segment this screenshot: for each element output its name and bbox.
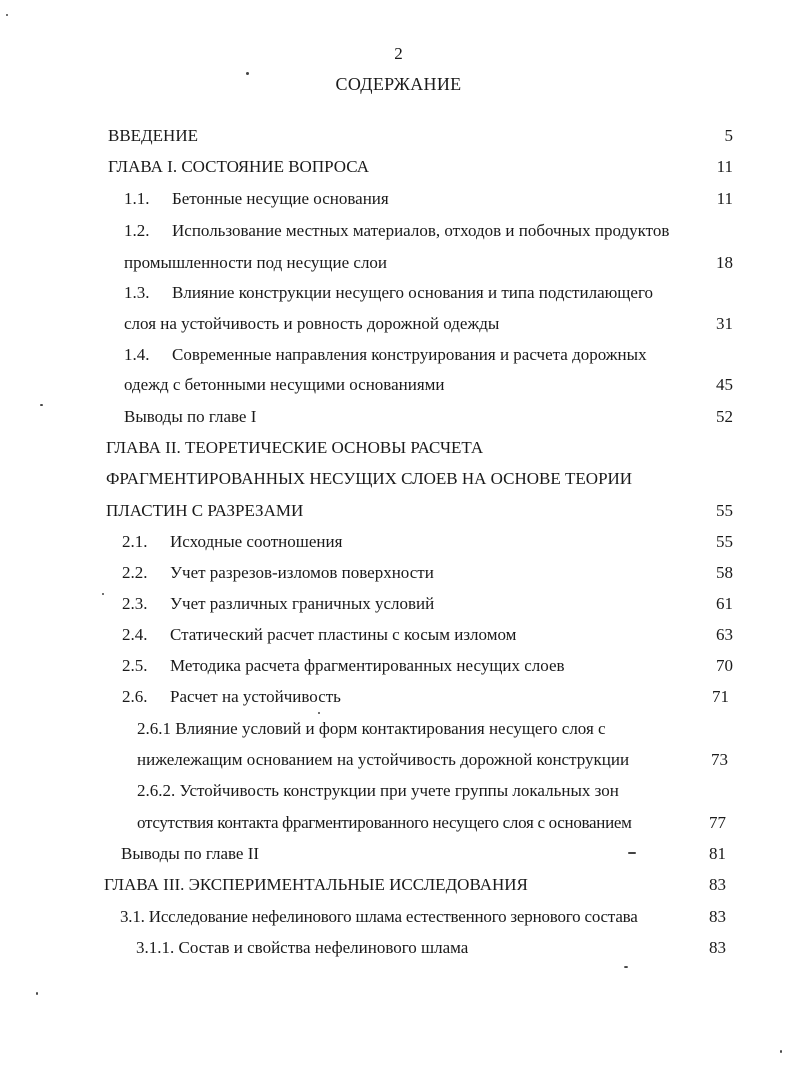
toc-entry-section-2-3	[122, 593, 434, 615]
toc-entry-continuation: ФРАГМЕНТИРОВАННЫХ НЕСУЩИХ СЛОЕВ НА ОСНОВЕ ТЕОРИИ	[106, 469, 633, 488]
toc-page-number: 70	[716, 656, 733, 675]
section-title: Использование местных материалов, отходов и побочных продуктов	[172, 221, 670, 240]
toc-entry-chapter-2: ГЛАВА II. ТЕОРЕТИЧЕСКИЕ ОСНОВЫ РАСЧЕТА	[106, 438, 484, 457]
toc-page-number: 83	[709, 907, 726, 926]
section-number: 2.4.	[122, 625, 148, 644]
toc-entry-continuation: промышленности под несущие слои	[124, 253, 388, 272]
toc-page-number: 52	[716, 407, 733, 426]
toc-page-number: 83	[709, 938, 726, 957]
section-title: Методика расчета фрагментированных несущих слоев	[170, 656, 565, 675]
toc-page-number: 77	[709, 813, 726, 832]
scan-speck	[246, 72, 249, 75]
toc-entry-section-2-6-1: 2.6.1 Влияние условий и форм контактирования несущего слоя с	[137, 719, 606, 738]
section-title: Расчет на устойчивость	[170, 687, 341, 706]
section-number: 1.3.	[124, 283, 150, 302]
toc-entry-section-2-6	[122, 686, 341, 708]
section-title: Бетонные несущие основания	[172, 189, 389, 208]
toc-entry-chapter-1: ГЛАВА I. СОСТОЯНИЕ ВОПРОСА	[108, 157, 370, 176]
toc-entry-chapter-3: ГЛАВА III. ЭКСПЕРИМЕНТАЛЬНЫЕ ИССЛЕДОВАНИЯ	[104, 875, 528, 894]
toc-page-number: 58	[716, 563, 733, 582]
toc-page-number: 61	[716, 594, 733, 613]
toc-entry-conclusions-2: Выводы по главе II	[121, 844, 260, 863]
toc-entry-continuation: отсутствия контакта фрагментированного несущего слоя с основанием	[137, 813, 632, 832]
scan-speck	[780, 1050, 782, 1053]
toc-page-number: 11	[716, 157, 733, 176]
toc-page-number: 18	[716, 253, 733, 272]
toc-entry-section-2-5	[122, 655, 565, 677]
scan-speck	[318, 712, 320, 714]
section-number: 2.3.	[122, 594, 148, 613]
toc-entry-section-2-6-2: 2.6.2. Устойчивость конструкции при учете группы локальных зон	[137, 781, 619, 800]
scan-speck	[628, 852, 636, 854]
toc-entry-section-2-2	[122, 562, 434, 584]
scan-speck	[40, 404, 43, 406]
page-number: 2	[394, 44, 403, 63]
section-title: Статический расчет пластины с косым изломом	[170, 625, 517, 644]
toc-entry-conclusions-1: Выводы по главе I	[124, 407, 257, 426]
toc-entry-section-3-1-1: 3.1.1. Состав и свойства нефелинового шлама	[136, 938, 469, 957]
toc-entry-section-1-4	[124, 344, 647, 366]
toc-page-number: 11	[716, 189, 733, 208]
toc-page-number: 83	[709, 875, 726, 894]
toc-page-number: 55	[716, 532, 733, 551]
toc-page-number: 63	[716, 625, 733, 644]
scan-speck	[6, 14, 8, 16]
page-title: СОДЕРЖАНИЕ	[335, 74, 462, 94]
section-number: 1.1.	[124, 189, 150, 208]
scan-speck	[102, 593, 104, 595]
toc-entry-continuation: ПЛАСТИН С РАЗРЕЗАМИ	[106, 501, 304, 520]
toc-page-number: 73	[711, 750, 728, 769]
toc-entry-introduction: ВВЕДЕНИЕ	[108, 126, 198, 145]
scan-speck	[36, 992, 38, 995]
section-title: Учет разрезов-изломов поверхности	[170, 563, 434, 582]
section-title: Исходные соотношения	[170, 532, 343, 551]
toc-entry-section-2-4	[122, 624, 516, 646]
toc-page-number: 71	[712, 687, 729, 706]
toc-page-number: 45	[716, 375, 733, 394]
section-number: 1.2.	[124, 221, 150, 240]
section-title: Современные направления конструирования и расчета дорожных	[172, 345, 647, 364]
toc-entry-continuation: нижележащим основанием на устойчивость дорожной конструкции	[137, 750, 630, 769]
scan-speck	[624, 966, 628, 968]
section-number: 2.2.	[122, 563, 148, 582]
toc-entry-continuation: слоя на устойчивость и ровность дорожной одежды	[124, 314, 500, 333]
toc-page-number: 81	[709, 844, 726, 863]
section-title: Влияние конструкции несущего основания и типа подстилающего	[172, 283, 653, 302]
toc-entry-section-1-2	[124, 220, 669, 242]
section-title: Учет различных граничных условий	[170, 594, 435, 613]
toc-page-number: 5	[724, 126, 733, 145]
toc-entry-continuation: одежд с бетонными несущими основаниями	[124, 375, 445, 394]
toc-entry-section-1-3	[124, 282, 653, 304]
section-number: 2.6.	[122, 687, 148, 706]
toc-page-number: 55	[716, 501, 733, 520]
section-number: 1.4.	[124, 345, 150, 364]
toc-entry-section-3-1: 3.1. Исследование нефелинового шлама естественного зернового состава	[120, 907, 638, 926]
toc-page-number: 31	[716, 314, 733, 333]
section-number: 2.5.	[122, 656, 148, 675]
toc-entry-section-1-1	[124, 188, 389, 210]
toc-entry-section-2-1	[122, 531, 342, 553]
section-number: 2.1.	[122, 532, 148, 551]
